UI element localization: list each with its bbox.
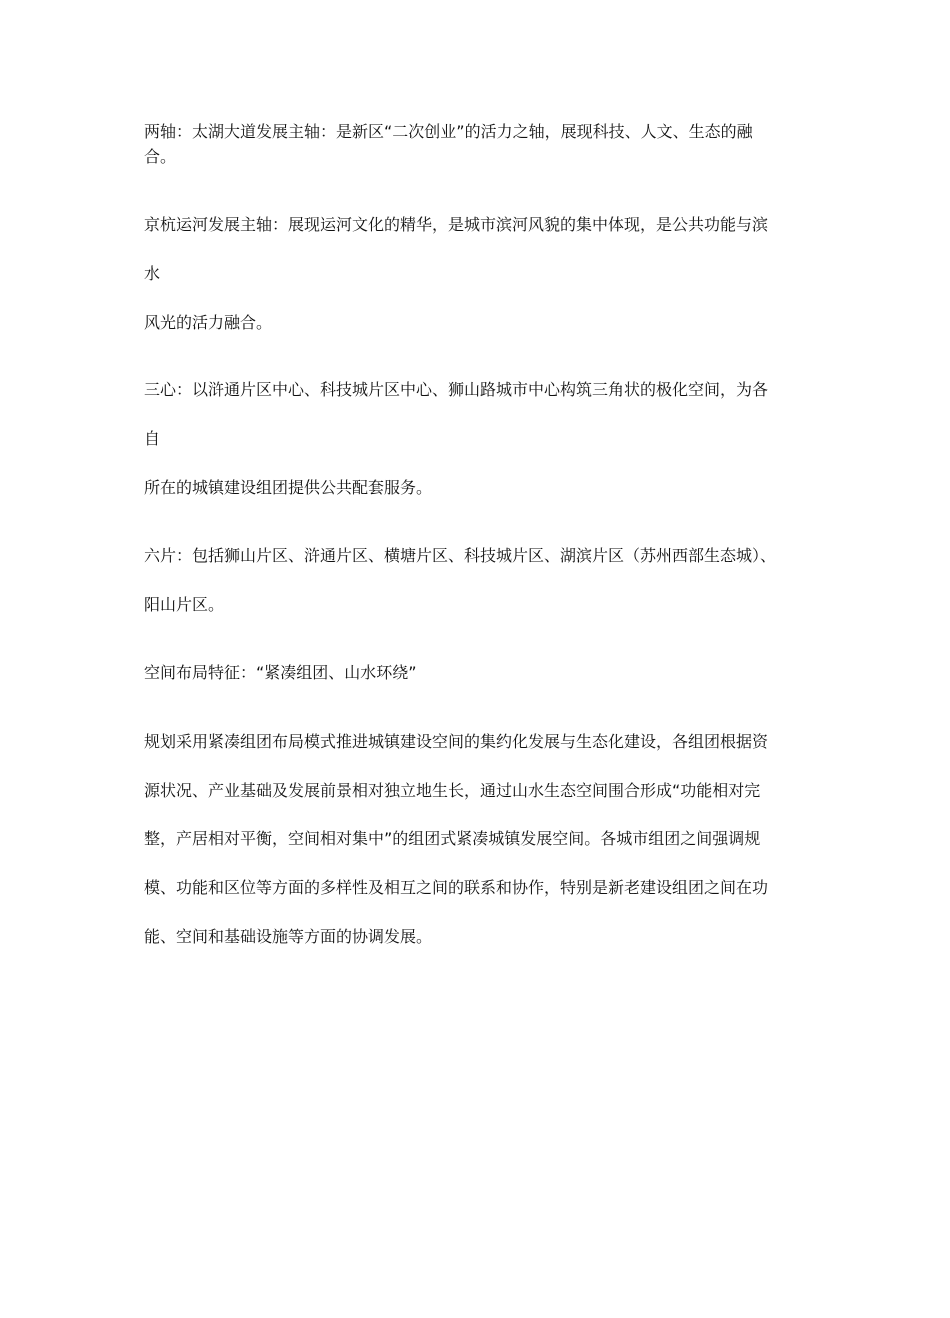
centers-paragraph-line: 自: [144, 429, 161, 448]
axis-paragraph-line: 合。: [144, 147, 177, 166]
axis-paragraph-line: 两轴：太湖大道发展主轴：是新区“二次创业”的活力之轴，展现科技、人文、生态的融: [144, 122, 753, 141]
districts-paragraph-line: 六片：包括狮山片区、浒通片区、横塘片区、科技城片区、湖滨片区（苏州西部生态城）、: [144, 546, 777, 565]
canal-paragraph-line: 京杭运河发展主轴：展现运河文化的精华，是城市滨河风貌的集中体现，是公共功能与滨: [144, 215, 769, 234]
centers-paragraph-line: 所在的城镇建设组团提供公共配套服务。: [144, 478, 433, 497]
canal-paragraph-line: 风光的活力融合。: [144, 313, 273, 332]
planning-paragraph-line: 源状况、产业基础及发展前景相对独立地生长，通过山水生态空间围合形成“功能相对完: [144, 781, 761, 800]
planning-paragraph-line: 能、空间和基础设施等方面的协调发展。: [144, 927, 433, 946]
layout-heading: 空间布局特征：“紧凑组团、山水环绕”: [144, 663, 417, 682]
planning-paragraph-line: 模、功能和区位等方面的多样性及相互之间的联系和协作，特别是新老建设组团之间在功: [144, 878, 769, 897]
planning-paragraph-line: 整，产居相对平衡，空间相对集中”的组团式紧凑城镇发展空间。各城市组团之间强调规: [144, 829, 761, 848]
canal-paragraph-line: 水: [144, 264, 161, 283]
planning-paragraph-line: 规划采用紧凑组团布局模式推进城镇建设空间的集约化发展与生态化建设，各组团根据资: [144, 732, 769, 751]
centers-paragraph-line: 三心：以浒通片区中心、科技城片区中心、狮山路城市中心构筑三角状的极化空间，为各: [144, 380, 769, 399]
districts-paragraph-line: 阳山片区。: [144, 595, 225, 614]
